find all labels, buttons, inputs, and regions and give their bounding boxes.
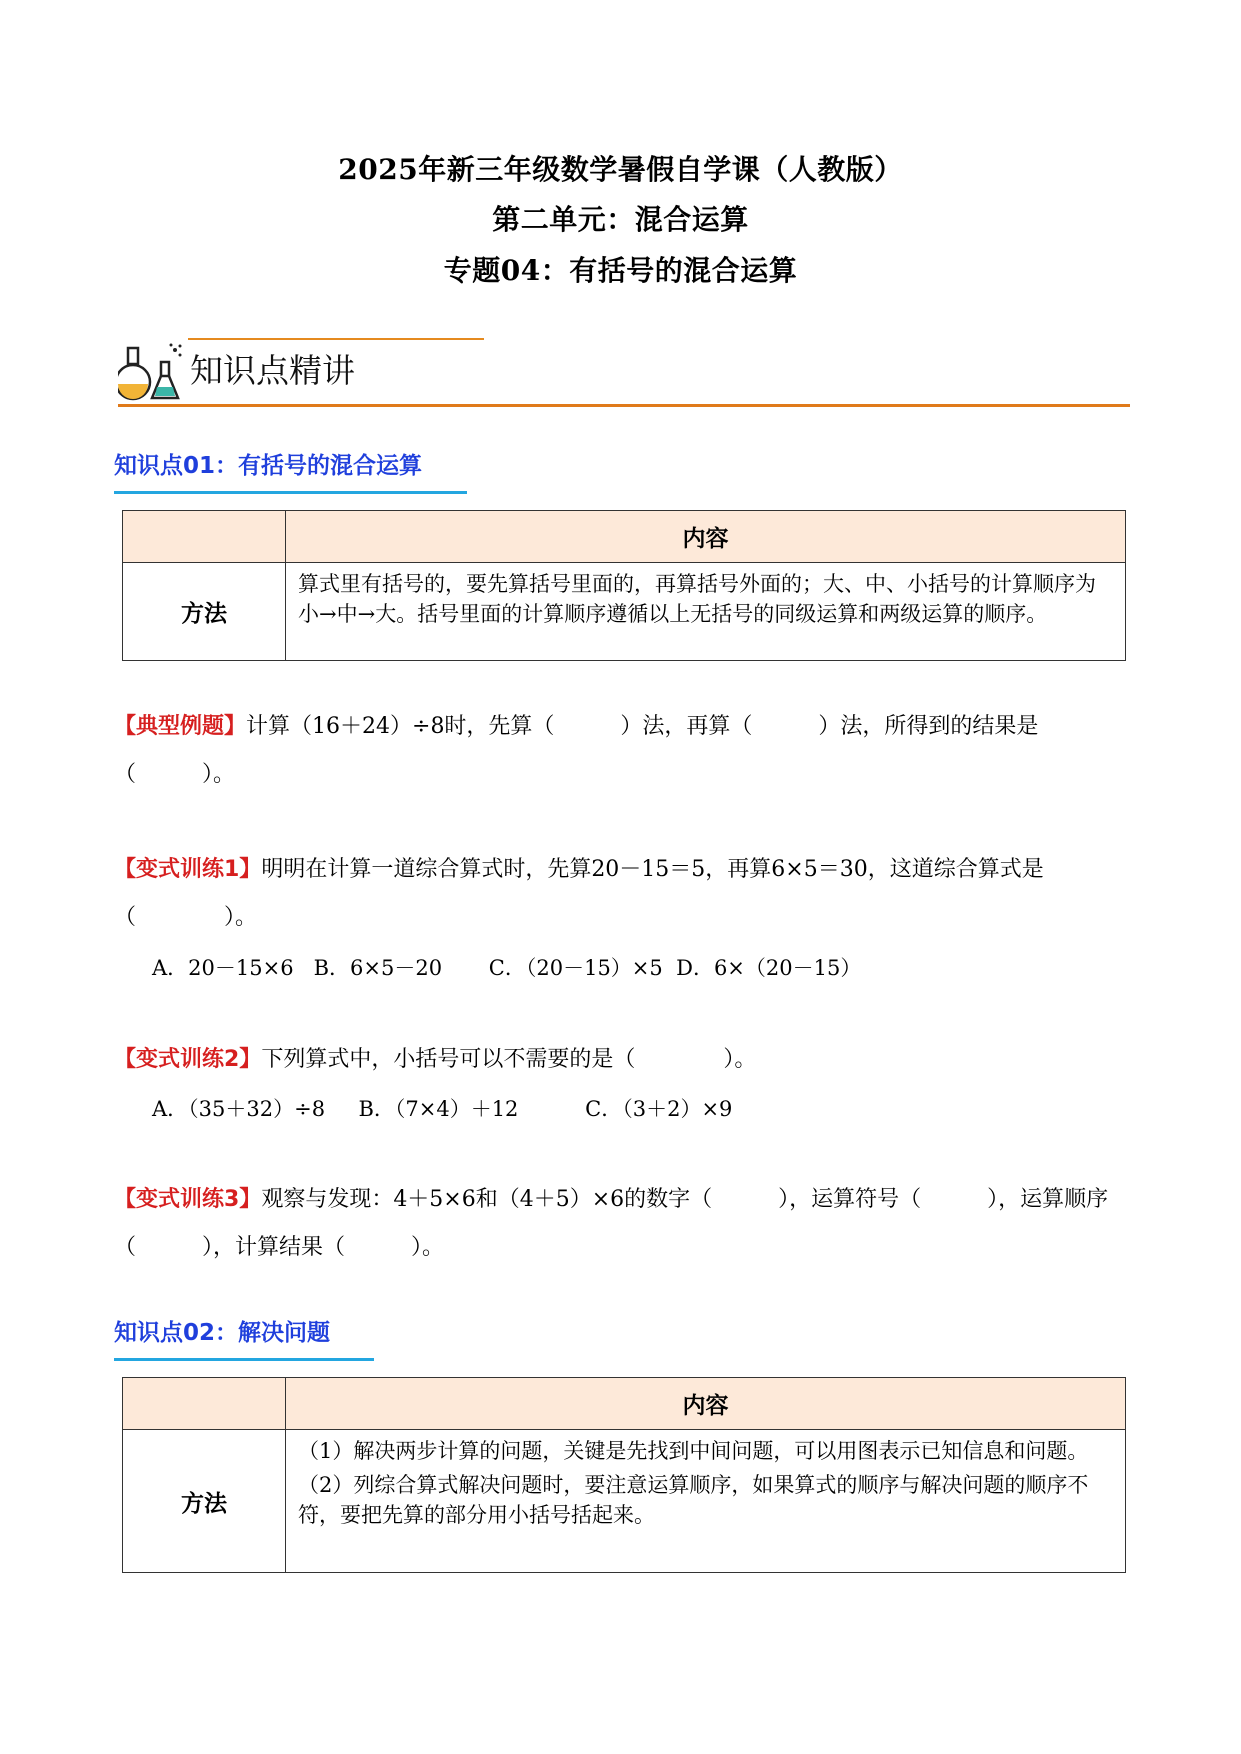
example-text: 下列算式中，小括号可以不需要的是（ ）。: [261, 1047, 757, 1072]
example-text: 计算（16＋24）÷8时，先算（ ）法，再算（ ）法，所得到的结果是（ ）。: [114, 714, 1039, 787]
example-tag: 【变式训练2】: [114, 1047, 262, 1072]
kp2-underline: [114, 1358, 374, 1361]
banner-label: 知识点精讲: [190, 351, 355, 390]
row-label: 方法: [123, 1430, 286, 1573]
example-text: 明明在计算一道综合算式时，先算20－15＝5，再算6×5＝30，这道综合算式是（ ）。: [114, 857, 1044, 930]
kp2-heading: 知识点02：解决问题: [114, 1320, 331, 1346]
example-variant-2: [114, 1036, 1134, 1084]
kp2-table: [122, 1377, 1126, 1573]
example-variant-1: [114, 846, 1134, 942]
banner-divider: [118, 404, 1130, 407]
table-row: [123, 563, 1126, 661]
kp1-heading: 知识点01：有括号的混合运算: [114, 453, 423, 479]
table-header-content: 内容: [286, 1378, 1126, 1430]
example-tag: 【典型例题】: [114, 714, 247, 739]
example-tag: 【变式训练3】: [114, 1187, 262, 1212]
topic-title: 专题04：有括号的混合运算: [443, 254, 798, 287]
example-variant-3: [114, 1176, 1134, 1272]
example-typical: [114, 703, 1134, 799]
table-header-empty: [123, 511, 286, 563]
variant-1-options: A．20－15×6 B．6×5－20 C．（20－15）×5 D．6×（20－15）: [152, 956, 862, 980]
page-title: 2025年新三年级数学暑假自学课（人教版）: [338, 153, 903, 186]
table-header-row: [123, 1378, 1126, 1430]
content-paragraph-1: （1）解决两步计算的问题，关键是先找到中间问题，可以用图表示已知信息和问题。: [298, 1439, 1089, 1463]
banner-top-line: [188, 338, 484, 340]
example-tag: 【变式训练1】: [114, 857, 262, 882]
lab-flask-icon: [118, 342, 184, 404]
unit-title: 第二单元：混合运算: [492, 203, 749, 236]
row-label: 方法: [123, 563, 286, 661]
content-paragraph-2: （2）列综合算式解决问题时，要注意运算顺序，如果算式的顺序与解决问题的顺序不符，要把先算的部分用小括号括起来。: [298, 1473, 1089, 1527]
table-header-content: 内容: [286, 511, 1126, 563]
table-header-row: [123, 511, 1126, 563]
row-content: 算式里有括号的，要先算括号里面的，再算括号外面的；大、中、小括号的计算顺序为小→中→大。括号里面的计算顺序遵循以上无括号的同级运算和两级运算的顺序。: [286, 563, 1126, 661]
row-content: [286, 1430, 1126, 1573]
kp1-table: [122, 510, 1126, 661]
example-text: 观察与发现：4＋5×6和（4＋5）×6的数字（ ），运算符号（ ），运算顺序（ ），计算结果（ ）。: [114, 1187, 1109, 1260]
section-banner: [118, 338, 1130, 408]
table-row: [123, 1430, 1126, 1573]
table-header-empty: [123, 1378, 286, 1430]
variant-2-options: A．（35＋32）÷8 B．（7×4）＋12 C．（3＋2）×9: [152, 1097, 733, 1121]
kp1-underline: [114, 491, 467, 494]
